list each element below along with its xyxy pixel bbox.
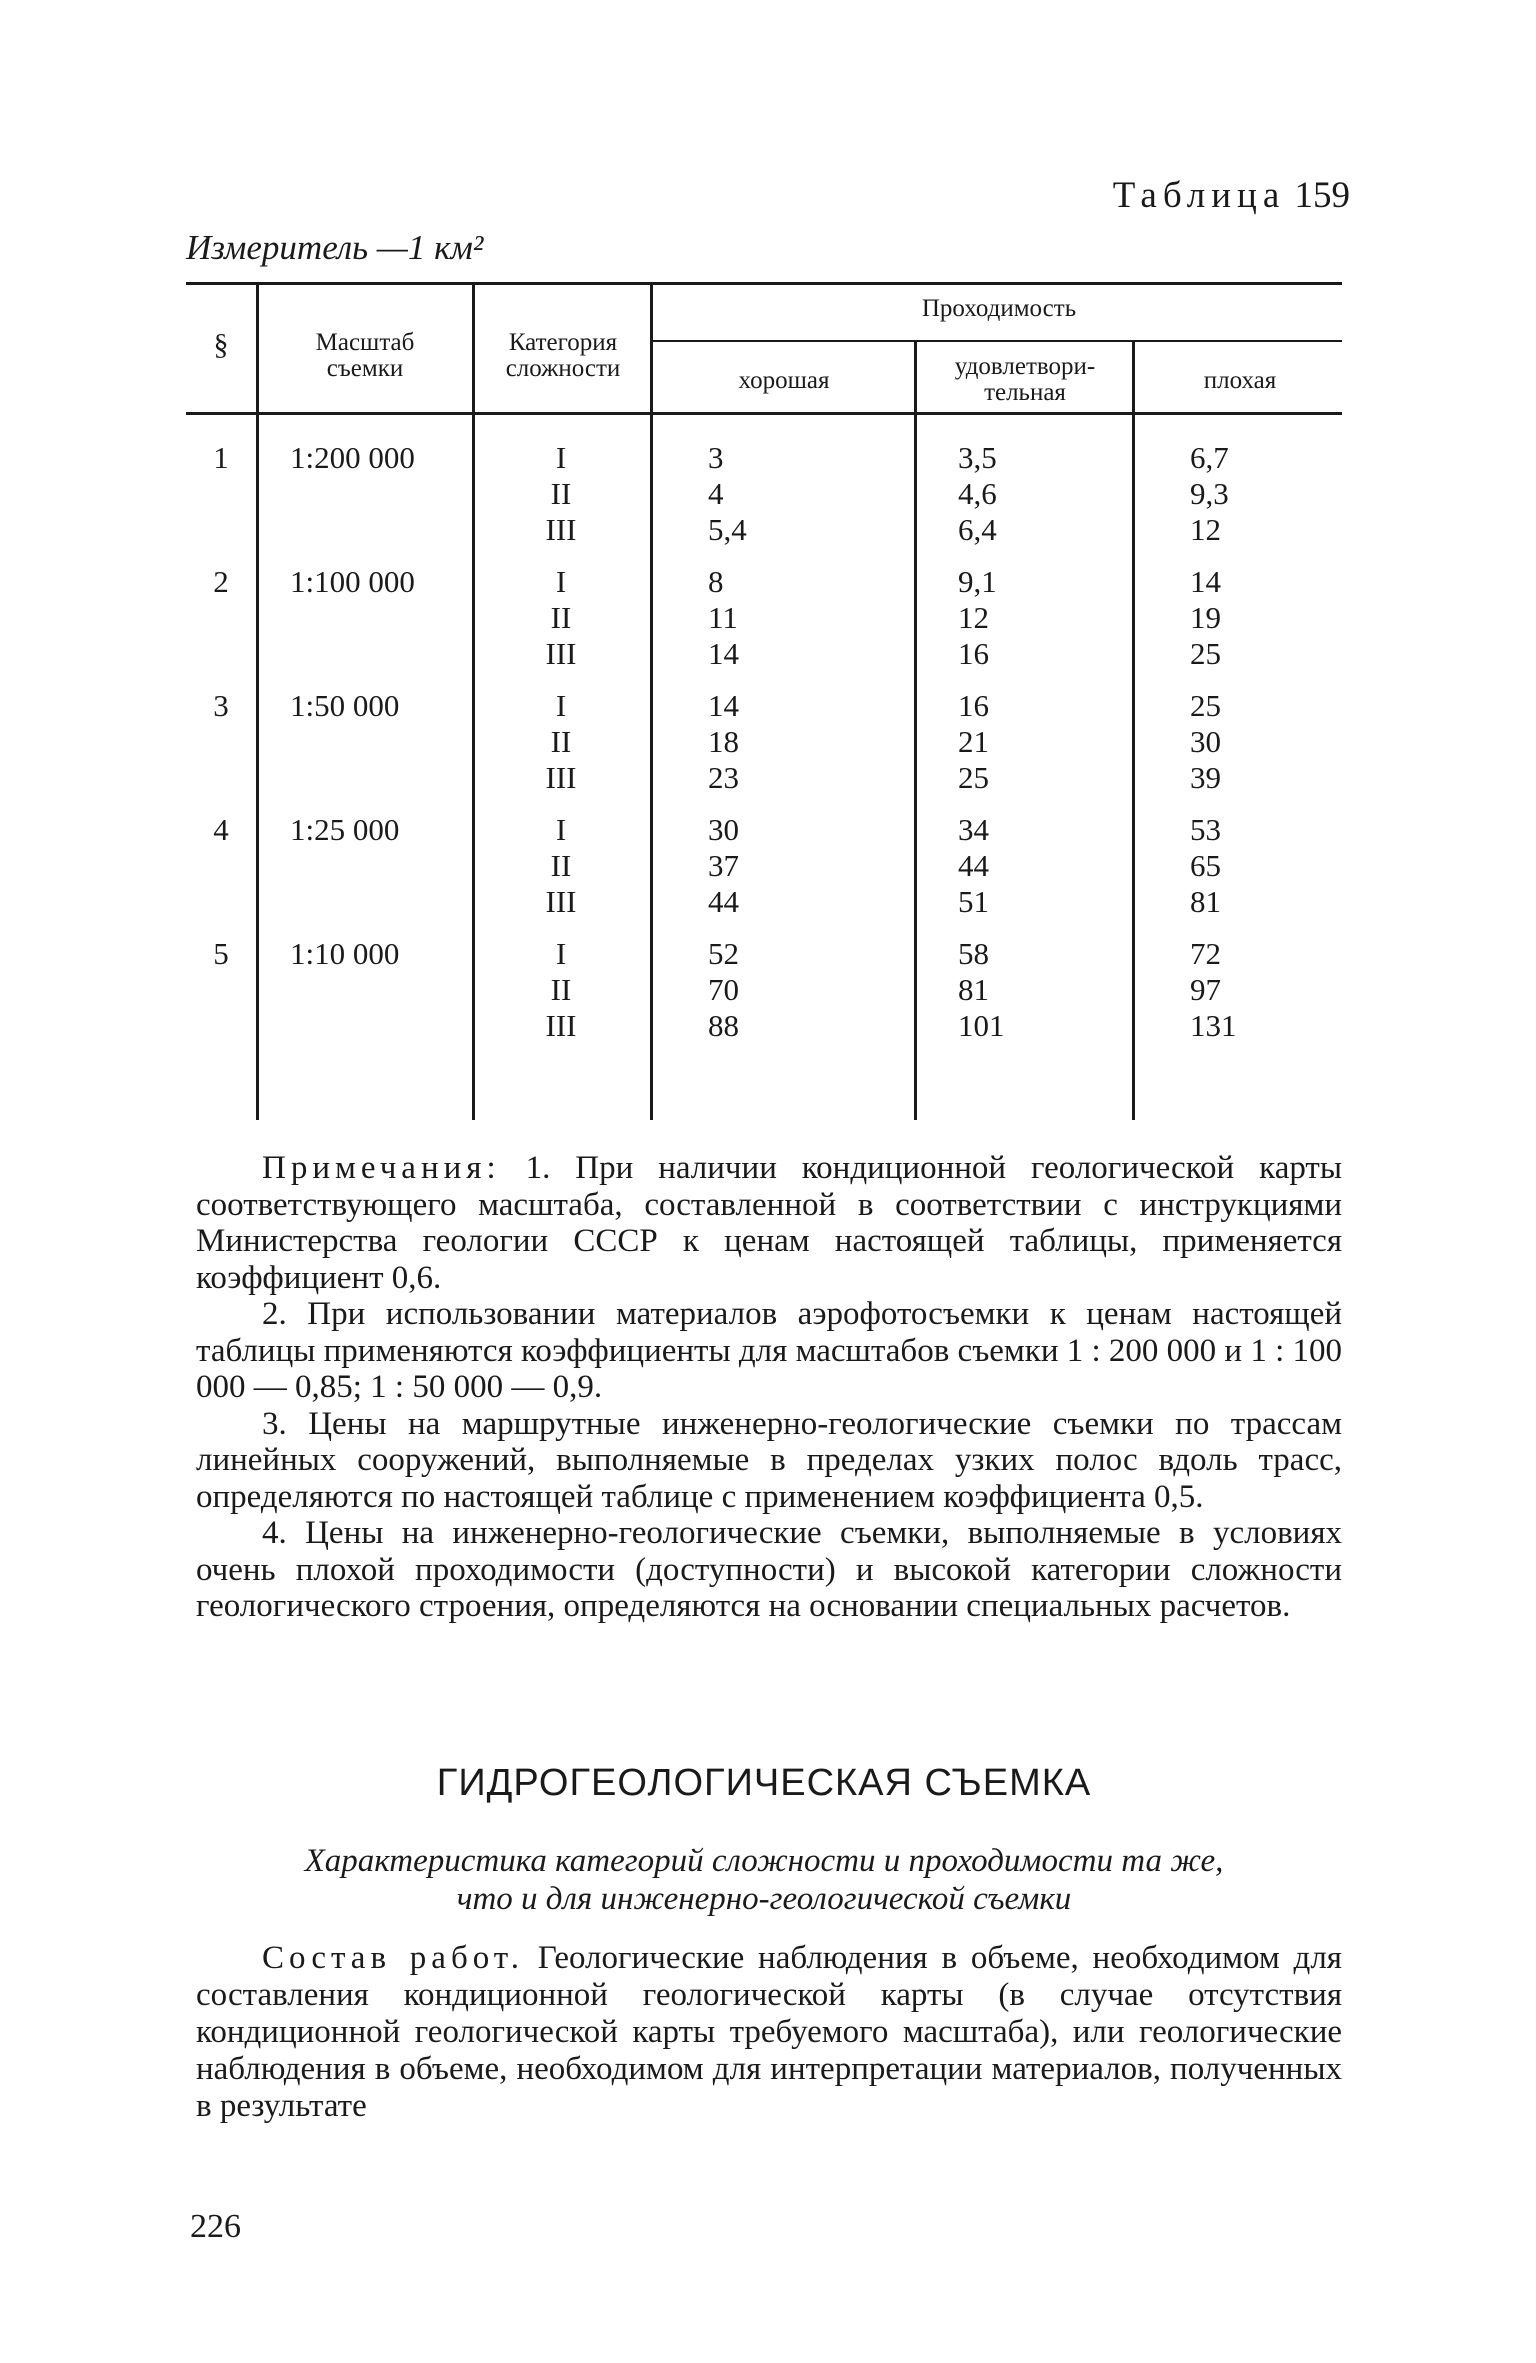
cell-value: 6,4 [958, 512, 997, 547]
table-cell-section [186, 564, 256, 600]
header-sub-rule [650, 340, 1342, 342]
cell-value: 70 [708, 972, 739, 1007]
body-paragraph [196, 1940, 1342, 2125]
note-item: 2. При использовании материалов аэрофотосъемки к ценам настоящей таблицы применяются коэффициенты для масштабов съемки 1 : 200 000 и 1 : 100 000 — 0,85; 1 : 50 000 — 0,9. [196, 1296, 1342, 1405]
cell-value: 14 [708, 636, 739, 671]
cell-value: 1:10 000 [290, 936, 400, 971]
table-cell-categories [472, 440, 650, 548]
cell-value: II [550, 724, 572, 759]
cell-value: III [545, 760, 577, 795]
table-caption [1113, 174, 1350, 217]
cell-value: 51 [958, 884, 989, 919]
table-cell-good [708, 564, 908, 672]
cell-value: 25 [958, 760, 989, 795]
cell-value: 9,1 [958, 564, 997, 599]
cell-value: III [545, 636, 577, 671]
cell-value: 4 [708, 476, 724, 511]
table-cell-bad [1190, 812, 1340, 920]
cell-value: 72 [1190, 936, 1221, 971]
note-text: 1. При наличии кондиционной геологической карты соответствующего масштаба, составленной в соответствии с инструкциями Министерства геологии СССР к ценам настоящей таблицы, применяется коэффициент 0,6. [196, 1150, 1342, 1296]
cell-value: 9,3 [1190, 476, 1229, 511]
table-cell-categories [472, 812, 650, 920]
cell-value: 34 [958, 812, 989, 847]
cell-value: 1 [213, 440, 229, 475]
cell-value: 52 [708, 936, 739, 971]
col-divider [1132, 340, 1135, 1120]
cell-value: 16 [958, 688, 989, 723]
paragraph-text: Геологические наблюдения в объеме, необходимом для составления кондиционной геологической карты (в случае отсутствия кондиционной геологической карты требуемого масштаба), или геологические наблюдения в объеме, необходимом для интерпретации материалов, полученных в результате [196, 1940, 1342, 2124]
cell-value: 14 [708, 688, 739, 723]
cell-value: 3 [708, 440, 724, 475]
page-number: 226 [190, 2208, 241, 2245]
cell-value: 4,6 [958, 476, 997, 511]
cell-value: I [555, 564, 567, 599]
table-cell-scale [290, 440, 470, 476]
cell-value: 58 [958, 936, 989, 971]
paragraph-lead: Состав работ. [262, 1940, 524, 1976]
cell-value: 81 [1190, 884, 1221, 919]
notes [196, 1150, 1342, 1625]
section-subtitle [186, 1842, 1342, 1918]
cell-value: 30 [1190, 724, 1221, 759]
table-cell-section [186, 812, 256, 848]
header-good: хорошая [738, 367, 830, 394]
table-cell-satisfactory [958, 812, 1128, 920]
cell-value: 5,4 [708, 512, 747, 547]
cell-value: 21 [958, 724, 989, 759]
table-top-rule [186, 282, 1342, 285]
table-cell-bad [1190, 688, 1340, 796]
cell-value: III [545, 512, 577, 547]
cell-value: 1:25 000 [290, 812, 400, 847]
table-cell-good [708, 936, 908, 1044]
header-satisfactory: удовлетвори- тельная [954, 353, 1096, 406]
header-scale: Масштаб съемки [315, 329, 415, 382]
table-cell-satisfactory [958, 688, 1128, 796]
cell-value: 12 [958, 600, 989, 635]
cell-value: 25 [1190, 636, 1221, 671]
note-item [196, 1150, 1342, 1296]
cell-value: 44 [708, 884, 739, 919]
cell-value: 8 [708, 564, 724, 599]
cell-value: II [550, 972, 572, 1007]
unit-of-measure: Измеритель —1 км² [186, 228, 484, 267]
cell-value: 88 [708, 1008, 739, 1043]
table-cell-section [186, 936, 256, 972]
table-cell-bad [1190, 440, 1340, 548]
table-cell-scale [290, 936, 470, 972]
cell-value: 12 [1190, 512, 1221, 547]
table-cell-categories [472, 564, 650, 672]
cell-value: 3 [213, 688, 229, 723]
cell-value: 81 [958, 972, 989, 1007]
notes-label: Примечания: [262, 1150, 501, 1186]
table-cell-categories [472, 688, 650, 796]
cell-value: 1:200 000 [290, 440, 415, 475]
header-passability: Проходимость [921, 295, 1077, 322]
cell-value: II [550, 476, 572, 511]
cell-value: I [555, 812, 567, 847]
table-cell-section [186, 440, 256, 476]
subtitle-line: что и для инженерно-геологической съемки [456, 1881, 1072, 1917]
cell-value: 65 [1190, 848, 1221, 883]
price-table [186, 282, 1342, 1122]
cell-value: 16 [958, 636, 989, 671]
cell-value: 101 [958, 1008, 1005, 1043]
table-cell-scale [290, 688, 470, 724]
table-cell-good [708, 812, 908, 920]
cell-value: 5 [213, 936, 229, 971]
cell-value: 1:50 000 [290, 688, 400, 723]
table-cell-satisfactory [958, 936, 1128, 1044]
note-item: 4. Цены на инженерно-геологические съемки, выполняемые в условиях очень плохой проходимости (доступности) и высокой категории сложности геологического строения, определяются на основании специальных расчетов. [196, 1515, 1342, 1624]
cell-value: 6,7 [1190, 440, 1229, 475]
cell-value: I [555, 936, 567, 971]
table-cell-bad [1190, 936, 1340, 1044]
table-cell-scale [290, 812, 470, 848]
table-cell-bad [1190, 564, 1340, 672]
cell-value: 25 [1190, 688, 1221, 723]
table-caption-number: 159 [1294, 175, 1350, 216]
cell-value: I [555, 688, 567, 723]
cell-value: 18 [708, 724, 739, 759]
col-divider [256, 282, 259, 1120]
table-cell-section [186, 688, 256, 724]
header-category: Категория сложности [505, 329, 621, 382]
cell-value: 30 [708, 812, 739, 847]
paragraph [196, 1940, 1342, 2125]
table-caption-word: Таблица [1112, 175, 1286, 216]
cell-value: 131 [1190, 1008, 1237, 1043]
cell-value: 19 [1190, 600, 1221, 635]
table-cell-satisfactory [958, 564, 1128, 672]
table-cell-satisfactory [958, 440, 1128, 548]
header-bottom-rule [186, 412, 1342, 415]
cell-value: 1:100 000 [290, 564, 415, 599]
cell-value: 44 [958, 848, 989, 883]
cell-value: 53 [1190, 812, 1221, 847]
section-title: ГИДРОГЕОЛОГИЧЕСКАЯ СЪЕМКА [436, 1762, 1092, 1804]
cell-value: 97 [1190, 972, 1221, 1007]
header-bad: плохая [1203, 367, 1277, 394]
cell-value: 23 [708, 760, 739, 795]
col-divider [914, 340, 917, 1120]
cell-value: II [550, 600, 572, 635]
table-cell-categories [472, 936, 650, 1044]
header-section: § [213, 328, 229, 361]
cell-value: 3,5 [958, 440, 997, 475]
cell-value: II [550, 848, 572, 883]
cell-value: 2 [213, 564, 229, 599]
subtitle-line: Характеристика категорий сложности и проходимости та же, [304, 1843, 1224, 1879]
col-divider [650, 282, 653, 1120]
table-cell-scale [290, 564, 470, 600]
cell-value: 11 [708, 600, 738, 635]
cell-value: I [555, 440, 567, 475]
cell-value: III [545, 1008, 577, 1043]
table-cell-good [708, 440, 908, 548]
cell-value: 37 [708, 848, 739, 883]
cell-value: III [545, 884, 577, 919]
cell-value: 39 [1190, 760, 1221, 795]
note-item: 3. Цены на маршрутные инженерно-геологические съемки по трассам линейных сооружений, выполняемые в пределах узких полос вдоль трасс, определяются по настоящей таблице с применением коэффициента 0,5. [196, 1405, 1342, 1515]
cell-value: 14 [1190, 564, 1221, 599]
cell-value: 4 [213, 812, 229, 847]
table-cell-good [708, 688, 908, 796]
